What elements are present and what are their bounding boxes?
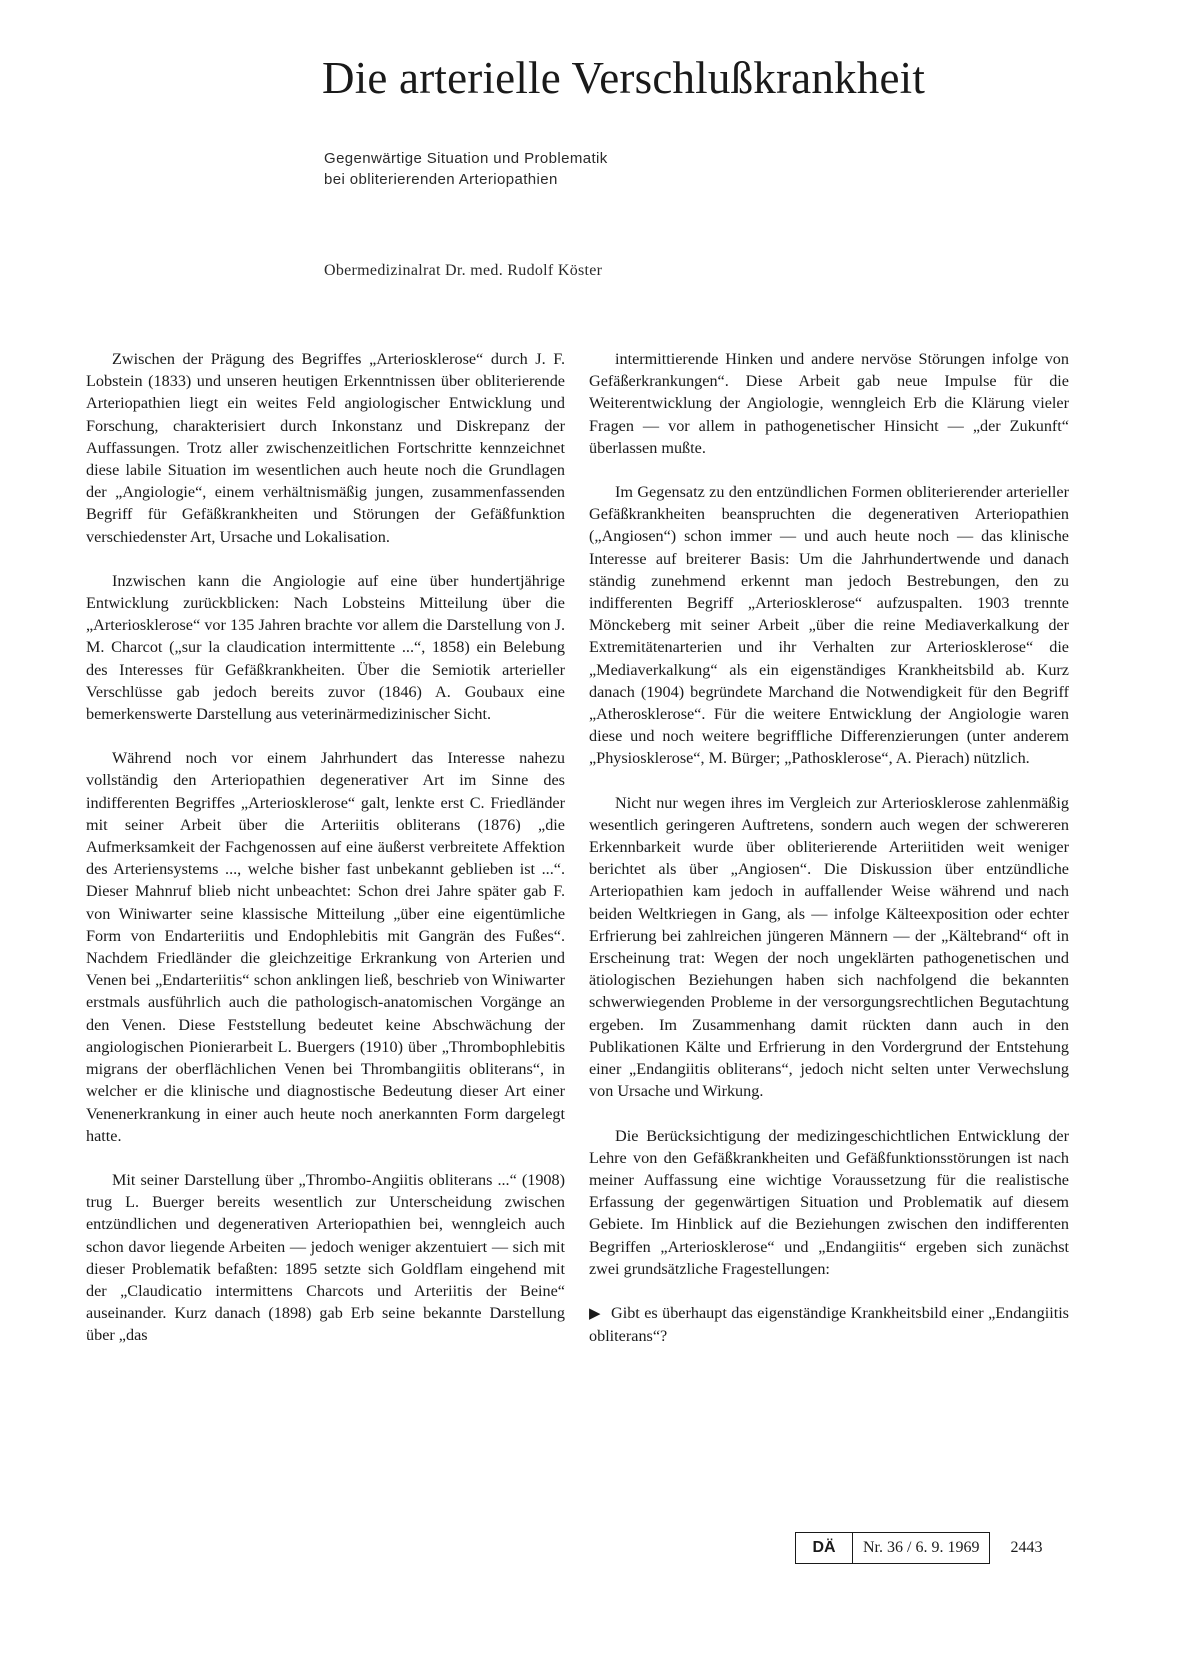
page-number: 2443: [1010, 1539, 1043, 1556]
article-title: Die arterielle Verschlußkrankheit: [322, 53, 926, 103]
triangle-bullet-icon: ▶: [589, 1305, 601, 1322]
bullet-question: [589, 1302, 1069, 1347]
paragraph: Nicht nur wegen ihres im Vergleich zur Arteriosklerose zahlenmäßig wesentlich geringeren Auftretens, sondern auch wegen der schwereren Erkennbarkeit wurde über obliterierende Arteriitiden weit weniger berichtet als über „Angiosen“. Die Diskussion über entzündliche Arteriopathien kam jedoch in auffallender Weise während und nach beiden Weltkriegen in Gang, als — infolge Kälteexposition oder echter Erfrierung bei zahlreichen jüngeren Männern — der „Kältebrand“ oft in Erscheinung trat: Wegen der noch ungeklärten pathogenetischen und ätiologischen Beziehungen haben sich nachfolgend die bekannten schwerwiegenden Probleme in der versorgungsrechtlichen Begutachtung ergeben. Im Zusammenhang damit rückten dann auch in den Publikationen Kälte und Erfrierung in den Vordergrund der Entstehung einer „Endangiitis obliterans“, jedoch nicht selten unter Verwechslung von Ursache und Wirkung.: [589, 793, 1069, 1101]
subtitle-line: Gegenwärtige Situation und Problematik: [324, 150, 608, 167]
subtitle-line: bei obliterierenden Arteriopathien: [324, 171, 558, 188]
text-column-left: [86, 348, 565, 1369]
paragraph: Im Gegensatz zu den entzündlichen Formen obliterierender arterieller Gefäßkrankheiten beanspruchten die degenerativen Arteriopathien („Angiosen“) schon immer — und auch heute noch — das klinische Interesse auf breiterer Basis: Um die Jahrhundertwende und danach ständig zunehmend erkennt man jedoch Bestrebungen, den zu indifferenten Begriff „Arteriosklerose“ aufzuspalten. 1903 trennte Mönckeberg mit seiner Arbeit „über die reine Mediaverkalkung der Extremitätenarterien und ihr Verhalten zur Arteriosklerose“ die „Mediaverkalkung“ als ein eigenständiges Krankheitsbild ab. Kurz danach (1904) begründete Marchand die Notwendigkeit für den Begriff „Atherosklerose“. Für die weitere Entwicklung der Angiologie waren diese und noch weitere begriffliche Differenzierungen (unter anderem „Physiosklerose“, M. Bürger; „Pathosklerose“, A. Pierach) nützlich.: [589, 483, 1069, 768]
text-column-right: [589, 348, 1069, 1347]
paragraph: Mit seiner Darstellung über „Thrombo-Angiitis obliterans ...“ (1908) trug L. Buerger bereits wesentlich zur Unterscheidung zwischen entzündlichen und degenerativen Arteriopathien bei, wenngleich auch schon davor liegende Arbeiten — jedoch weniger akzentuiert — sich mit dieser Problematik befaßten: 1895 setzte sich Goldflam eingehend mit der „Claudicatio intermittens Charcots und Arteriitis der Beine“ auseinander. Kurz danach (1898) gab Erb seine bekannte Darstellung über „das: [86, 1170, 565, 1345]
paragraph: Zwischen der Prägung des Begriffes „Arteriosklerose“ durch J. F. Lobstein (1833) und unseren heutigen Erkenntnissen über obliterierende Arteriopathien liegt ein weites Feld angiologischer Entwicklung und Forschung, charakterisiert durch Inkonstanz und Diskrepanz der Auffassungen. Trotz aller zwischenzeitlichen Fortschritte kennzeichnet diese labile Situation im wesentlichen auch heute noch die Grundlagen der „Angiologie“, einem verhältnismäßig jungen, zusammenfassenden Begriff für Gefäßkrankheiten und Störungen der Gefäßfunktion verschiedenster Art, Ursache und Lokalisation.: [86, 350, 565, 546]
journal-issue-box: [795, 1532, 990, 1564]
paragraph: Inzwischen kann die Angiologie auf eine über hundertjährige Entwicklung zurückblicken: Nach Lobsteins Mitteilung über die „Arteriosklerose“ vor 135 Jahren brachte vor allem die Darstellung von J. M. Charcot („sur la claudication intermittente ...“, 1858) ein Belebung des Interesses für Gefäßkrankheiten. Über die Semiotik arterieller Verschlüsse gab jedoch bereits zuvor (1846) A. Goubaux eine bemerkenswerte Darstellung aus veterinärmedizinischer Sicht.: [86, 571, 565, 724]
page-footer: [795, 1533, 1042, 1563]
paragraph: intermittierende Hinken und andere nervöse Störungen infolge von Gefäßerkrankungen“. Diese Arbeit gab neue Impulse für die Weiterentwicklung der Angiologie, wenngleich Erb die Klärung vieler Fragen — vor allem in pathogenetischer Hinsicht — „der Zukunft“ überlassen mußte.: [589, 350, 1069, 457]
paragraph: Die Berücksichtigung der medizingeschichtlichen Entwicklung der Lehre von den Gefäßkrankheiten und Gefäßfunktionsstörungen ist nach meiner Auffassung eine wichtige Voraussetzung für die realistische Erfassung der gegenwärtigen Situation und Problematik auf diesem Gebiete. Im Hinblick auf die Beziehungen zwischen den indifferenten Begriffen „Arteriosklerose“ und „Endangiitis“ ergeben sich zunächst zwei grundsätzliche Fragestellungen:: [589, 1126, 1069, 1278]
article-author: Obermedizinalrat Dr. med. Rudolf Köster: [324, 262, 603, 279]
paragraph: Während noch vor einem Jahrhundert das Interesse nahezu vollständig den Arteriopathien degenerativer Art im Sinne des indifferenten Begriffes „Arteriosklerose“ galt, lenkte erst C. Friedländer mit seiner Arbeit über die Arteriitis obliterans (1876) „die Aufmerksamkeit der Fachgenossen auf eine äußerst verbreitete Affektion des Arteriensystems ..., welche bisher fast unbekannt geblieben ist ...“. Dieser Mahnruf blieb nicht unbeachtet: Schon drei Jahre später gab F. von Winiwarter seine klassische Mitteilung „über eine eigentümliche Form von Endarteriitis und Endophlebitis mit Gangrän des Fußes“. Nachdem Friedländer die gleichzeitige Erkrankung von Arterien und Venen bei „Endarteriitis“ schon anklingen ließ, beschrieb von Winiwarter erstmals ausführlich auch die pathologisch-anatomischen Vorgänge an den Venen. Diese Feststellung bedeutet keine Abschwächung der angiologischen Pionierarbeit L. Buergers (1910) über „Thrombophlebitis migrans der oberflächlichen Venen bei Thrombangiitis obliterans“, in welcher er die klinische und diagnostische Bedeutung dieser Art einer Venenerkrankung in einer auch heute noch anerkannten Form dargelegt hatte.: [86, 749, 565, 1145]
bullet-text: Gibt es überhaupt das eigenständige Krankheitsbild einer „Endangiitis obliterans“?: [589, 1303, 1069, 1346]
issue-info: Nr. 36 / 6. 9. 1969: [863, 1539, 980, 1556]
article-subtitle: [324, 148, 884, 190]
journal-logo: DÄ: [796, 1533, 853, 1563]
